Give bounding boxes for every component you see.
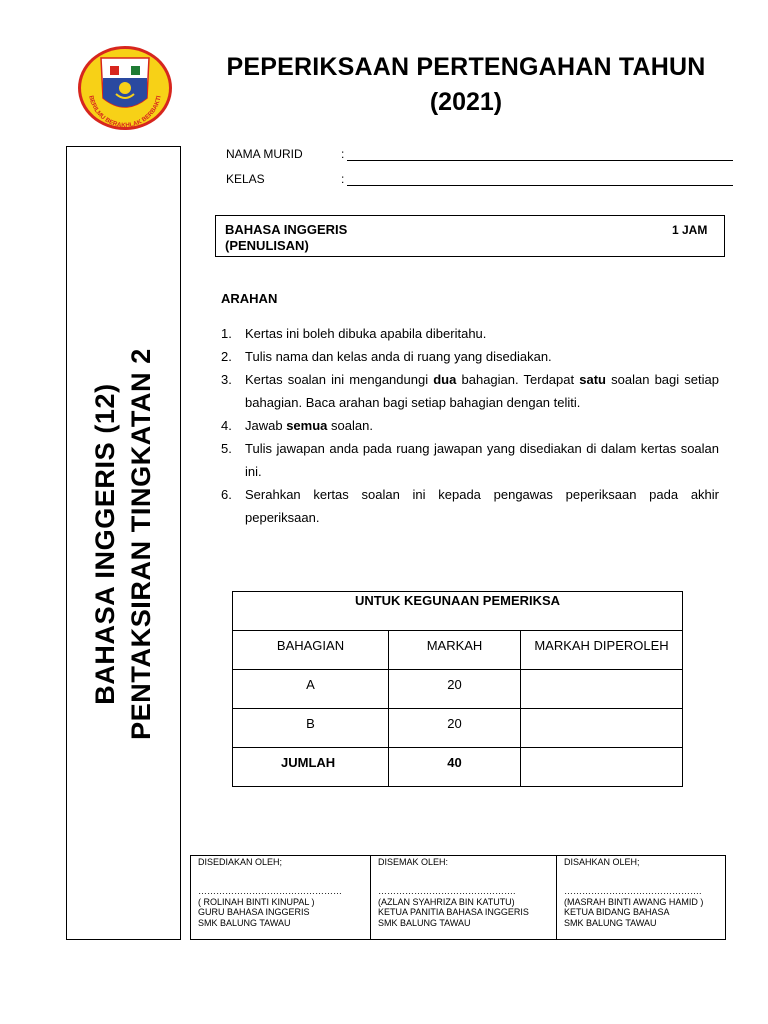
signature-school: SMK BALUNG TAWAU — [378, 917, 471, 928]
list-item — [221, 322, 719, 345]
examiner-table — [232, 591, 683, 787]
signature-line: ………………………………………. — [378, 886, 516, 896]
signature-line: ………………………………………… — [198, 886, 342, 896]
list-item-text: Kertas ini boleh dibuka apabila diberitahu. — [245, 326, 487, 341]
total-label-cell: JUMLAH — [233, 748, 389, 787]
marks-cell: 20 — [389, 709, 521, 748]
subject-line-1: BAHASA INGGERIS — [225, 222, 348, 237]
signature-title: KETUA PANITIA BAHASA INGGERIS — [378, 907, 529, 917]
instructions-list — [221, 322, 719, 529]
list-item-text: Tulis nama dan kelas anda di ruang yang disediakan. — [245, 349, 552, 364]
list-item — [221, 483, 719, 529]
table-row — [233, 670, 683, 709]
obtained-cell[interactable] — [521, 670, 683, 709]
total-obtained-cell[interactable] — [521, 748, 683, 787]
school-crest-icon — [76, 44, 174, 132]
examiner-table-title: UNTUK KEGUNAAN PEMERIKSA — [233, 592, 683, 631]
list-item-text: Jawab — [245, 418, 287, 433]
signature-block-checked — [371, 856, 557, 940]
side-banner — [66, 146, 181, 940]
list-item-text: soalan. — [327, 418, 373, 433]
list-item-number: 5. — [221, 441, 232, 456]
signature-name: ( ROLINAH BINTI KINUPAL ) — [198, 896, 315, 907]
signature-block-approved — [557, 856, 726, 940]
name-field-label: NAMA MURID — [226, 147, 303, 161]
class-field-colon: : — [341, 172, 345, 186]
list-item — [221, 368, 719, 414]
signature-school: SMK BALUNG TAWAU — [198, 917, 291, 928]
examiner-table-header-row — [233, 631, 683, 670]
signature-line: ………………………………………. — [564, 886, 702, 896]
list-item — [221, 414, 719, 437]
signature-block-prepared — [191, 856, 371, 940]
total-row — [233, 748, 683, 787]
total-marks-cell: 40 — [389, 748, 521, 787]
section-cell: A — [233, 670, 389, 709]
list-item-number: 6. — [221, 487, 232, 502]
column-header: BAHAGIAN — [233, 631, 389, 670]
signature-title: GURU BAHASA INGGERIS — [198, 907, 310, 917]
signature-table — [190, 855, 726, 940]
signature-role: DISAHKAN OLEH; — [564, 857, 640, 867]
list-item-number: 4. — [221, 418, 232, 433]
emphasis-text: dua — [433, 372, 457, 387]
subject-box — [215, 215, 725, 257]
class-input-line[interactable] — [347, 185, 733, 186]
list-item — [221, 437, 719, 483]
side-banner-text — [87, 348, 159, 740]
emphasis-text: semua — [286, 418, 328, 433]
emphasis-text: satu — [579, 372, 606, 387]
list-item-text: Kertas soalan ini mengandungi — [245, 372, 434, 387]
name-input-line[interactable] — [347, 160, 733, 161]
table-row — [233, 709, 683, 748]
exam-title: PEPERIKSAAN PERTENGAHAN TAHUN — [226, 53, 706, 81]
signature-title: KETUA BIDANG BAHASA — [564, 907, 670, 917]
list-item-number: 1. — [221, 326, 232, 341]
subject-name — [225, 222, 347, 254]
side-banner-line-2: PENTAKSIRAN TINGKATAN 2 — [126, 348, 156, 740]
signature-role: DISEDIAKAN OLEH; — [198, 857, 283, 867]
column-header: MARKAH DIPEROLEH — [521, 631, 683, 670]
instructions-heading: ARAHAN — [221, 291, 278, 306]
side-banner-line-1: BAHASA INGGERIS (12) — [90, 383, 120, 705]
list-item-text: soalan bagi setiap bahagian. Baca arahan bagi setiap bahagian dengan teliti. — [245, 372, 719, 410]
list-item-text: bahagian. Terdapat — [456, 372, 580, 387]
subject-line-2: (PENULISAN) — [225, 238, 309, 253]
signature-name: (AZLAN SYAHRIZA BIN KATUTU) — [378, 896, 515, 907]
section-cell: B — [233, 709, 389, 748]
signature-name: (MASRAH BINTI AWANG HAMID ) — [564, 896, 704, 907]
list-item — [221, 345, 719, 368]
list-item-text: Serahkan kertas soalan ini kepada pengawas peperiksaan pada akhir peperiksaan. — [245, 487, 719, 525]
column-header: MARKAH — [389, 631, 521, 670]
name-field-colon: : — [341, 147, 345, 161]
svg-text:BERILMU BERAKHLAK BERBAKTI: BERILMU BERAKHLAK BERBAKTI — [87, 95, 163, 130]
list-item-number: 3. — [221, 372, 232, 387]
signature-role: DISEMAK OLEH: — [378, 857, 449, 867]
exam-year: (2021) — [429, 88, 503, 116]
signature-school: SMK BALUNG TAWAU — [564, 917, 657, 928]
exam-duration: 1 JAM — [672, 223, 708, 237]
class-field-label: KELAS — [226, 172, 265, 186]
list-item-text: Tulis jawapan anda pada ruang jawapan yang disediakan di dalam kertas soalan ini. — [245, 441, 719, 479]
obtained-cell[interactable] — [521, 709, 683, 748]
marks-cell: 20 — [389, 670, 521, 709]
list-item-number: 2. — [221, 349, 232, 364]
